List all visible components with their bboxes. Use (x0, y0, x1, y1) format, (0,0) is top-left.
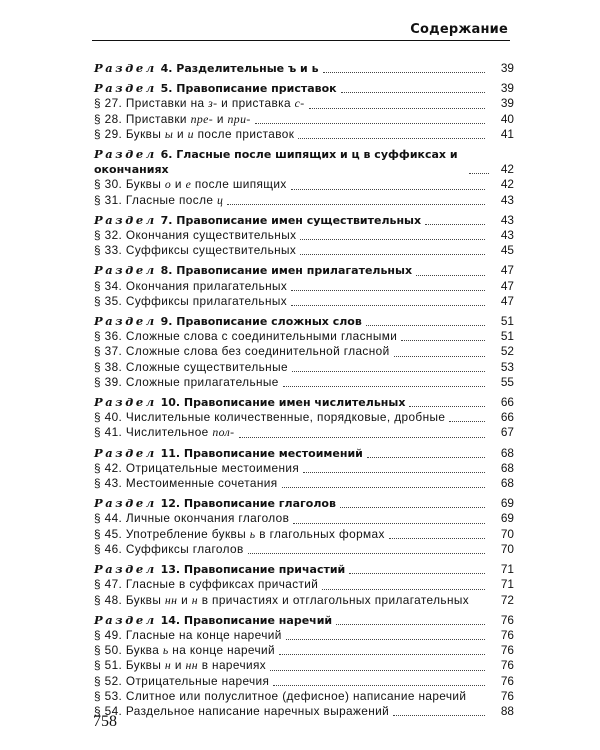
toc-entry-page: 66 (500, 410, 514, 425)
entry-text: § 53. Слитное или полуслитное (дефисное) написание наречий (94, 688, 467, 703)
section-title: 9. Правописание сложных слов (156, 315, 362, 329)
toc-entry-page: 47 (500, 293, 514, 308)
toc-entry (94, 243, 514, 258)
dot-leader (255, 123, 485, 124)
toc-entry (94, 674, 514, 689)
entry-text: § 36. Сложные слова с соединительными гласными (94, 329, 398, 344)
toc-section (94, 147, 514, 208)
dot-leader (394, 356, 485, 357)
section-heading (94, 147, 514, 177)
section-heading-label (94, 147, 465, 177)
toc-entry (94, 344, 514, 359)
section-page: 43 (500, 212, 514, 227)
section-heading (94, 61, 514, 76)
toc-entry-page: 69 (500, 511, 514, 526)
toc-entry-page: 43 (500, 228, 514, 243)
section-page: 47 (500, 263, 514, 278)
section-heading-label (94, 613, 332, 628)
dot-leader (409, 406, 485, 407)
italic-term: ц (217, 192, 224, 207)
italic-term: ь (162, 643, 169, 658)
toc-entry-page: 67 (500, 425, 514, 440)
section-keyword: Раздел (94, 445, 157, 460)
dot-leader (425, 224, 485, 225)
section-title: 11. Правописание местоимений (156, 446, 363, 460)
dot-leader (309, 108, 485, 109)
toc-entry-label (94, 344, 390, 359)
entry-text: § 44. Личные окончания глаголов (94, 511, 290, 526)
section-keyword: Раздел (94, 263, 157, 278)
section-keyword: Раздел (94, 81, 157, 96)
toc-entry-label (94, 360, 288, 375)
dot-leader (298, 138, 485, 139)
toc-entry-page: 68 (500, 460, 514, 475)
italic-term: н (191, 592, 199, 607)
toc-entry-page: 40 (500, 111, 514, 126)
section-page: 51 (500, 314, 514, 329)
entry-text: § 37. Сложные слова без соединительной гласной (94, 344, 390, 359)
entry-text: в глагольных формах (255, 526, 385, 541)
section-page: 39 (500, 61, 514, 75)
entry-text: § 28. Приставки (94, 111, 191, 126)
toc-entry-label (94, 127, 294, 142)
entry-text: § 54. Раздельное написание наречных выражений (94, 703, 390, 718)
toc-entry (94, 593, 514, 608)
dot-leader (273, 685, 485, 686)
italic-term: пре- (190, 111, 214, 126)
toc-entry-label (94, 577, 318, 592)
toc-entry-page: 72 (500, 592, 514, 607)
toc-entry (94, 542, 514, 557)
toc-entry-page: 76 (500, 673, 514, 688)
toc-entry (94, 628, 514, 643)
toc-entry-label (94, 375, 279, 390)
toc-entry (94, 527, 514, 542)
toc-entry-label (94, 243, 296, 258)
toc-entry-page: 51 (500, 329, 514, 344)
section-heading (94, 314, 514, 329)
section-title: 4. Разделительные ъ и ь (156, 62, 319, 75)
toc-section (94, 314, 514, 390)
section-title: 7. Правописание имен существительных (156, 213, 422, 227)
entry-text: в наречиях (198, 658, 267, 673)
toc-entry (94, 425, 514, 440)
toc-entry-page: 76 (500, 658, 514, 673)
toc-entry-page: 88 (500, 703, 514, 718)
toc-entry-label (94, 112, 251, 127)
toc-entry-page: 39 (500, 96, 514, 111)
section-heading (94, 81, 514, 96)
section-page: 71 (500, 562, 514, 577)
toc-entry-page: 42 (500, 177, 514, 192)
toc-entry (94, 476, 514, 491)
entry-text: § 31. Гласные после (94, 192, 217, 207)
toc-entry-label (94, 329, 397, 344)
toc-entry (94, 658, 514, 673)
dot-leader (282, 487, 485, 488)
toc-entry-label (94, 228, 296, 243)
toc-section (94, 613, 514, 719)
toc-section (94, 395, 514, 441)
table-of-contents (94, 61, 514, 724)
section-heading-label (94, 314, 362, 329)
section-heading (94, 395, 514, 410)
section-page: 66 (500, 395, 514, 410)
dot-leader (270, 670, 485, 671)
section-heading-label (94, 446, 363, 461)
section-page: 42 (500, 162, 514, 177)
toc-entry-page: 53 (500, 359, 514, 374)
toc-entry-label (94, 674, 269, 689)
section-heading-label (94, 263, 412, 278)
entry-text: § 32. Окончания существительных (94, 228, 297, 243)
italic-term: с- (294, 96, 305, 111)
toc-entry (94, 228, 514, 243)
dot-leader (227, 204, 485, 205)
section-title: 10. Правописание имен числительных (156, 396, 406, 410)
italic-term: е (185, 177, 192, 192)
section-keyword: Раздел (94, 147, 157, 162)
dot-leader (341, 92, 485, 93)
toc-entry-label (94, 193, 223, 208)
dot-leader (416, 275, 485, 276)
entry-text: в причастиях и отглагольных прилагательных (198, 592, 470, 607)
entry-text: § 29. Буквы (94, 126, 165, 141)
toc-entry (94, 511, 514, 526)
entry-text: и приставка (217, 96, 295, 111)
entry-text: § 39. Сложные прилагательные (94, 374, 279, 389)
toc-entry (94, 294, 514, 309)
toc-entry-label (94, 593, 488, 608)
page-number: 758 (93, 713, 117, 730)
toc-entry-page: 71 (500, 577, 514, 592)
entry-text: § 42. Отрицательные местоимения (94, 460, 300, 475)
toc-entry-page: 52 (500, 344, 514, 359)
entry-text: § 35. Суффиксы прилагательных (94, 293, 288, 308)
section-keyword: Раздел (94, 562, 157, 577)
toc-entry-label (94, 542, 244, 557)
dot-leader (291, 290, 485, 291)
italic-term: и (187, 126, 194, 141)
dot-leader (449, 421, 485, 422)
section-heading (94, 613, 514, 628)
header-rule (92, 40, 510, 41)
section-heading-label (94, 81, 337, 96)
dot-leader (239, 437, 485, 438)
toc-entry-page: 76 (500, 688, 514, 703)
toc-section (94, 213, 514, 259)
dot-leader (322, 589, 485, 590)
dot-leader (349, 573, 485, 574)
toc-entry-page: 70 (500, 526, 514, 541)
toc-entry-label (94, 658, 266, 673)
italic-term: з- (208, 96, 218, 111)
entry-text: § 40. Числительные количественные, порядковые, дробные (94, 410, 446, 425)
toc-entry (94, 329, 514, 344)
entry-text: § 48. Буквы (94, 592, 165, 607)
section-title: 8. Правописание имен прилагательных (156, 264, 413, 278)
entry-text: § 46. Суффиксы глаголов (94, 541, 244, 556)
toc-entry-label (94, 476, 278, 491)
toc-section (94, 263, 514, 309)
section-heading-label (94, 562, 345, 577)
section-heading-label (94, 496, 336, 511)
entry-text: § 47. Гласные в суффиксах причастий (94, 577, 319, 592)
dot-leader (279, 654, 485, 655)
dot-leader (366, 325, 485, 326)
section-title: 14. Правописание наречий (156, 613, 333, 627)
dot-leader (469, 173, 489, 174)
section-heading-label (94, 395, 405, 410)
toc-entry (94, 643, 514, 658)
dot-leader (300, 254, 485, 255)
section-title: 5. Правописание приставок (156, 82, 337, 96)
section-heading (94, 263, 514, 278)
toc-entry-label (94, 689, 488, 704)
toc-entry (94, 689, 514, 704)
toc-entry (94, 577, 514, 592)
entry-text: и (177, 592, 192, 607)
entry-text: на конце наречий (168, 643, 276, 658)
toc-entry-label (94, 294, 287, 309)
entry-text: § 33. Суффиксы существительных (94, 243, 297, 258)
italic-term: ь (249, 526, 256, 541)
italic-term: ы (164, 126, 174, 141)
italic-term: н (164, 658, 172, 673)
toc-section (94, 81, 514, 142)
toc-entry-label (94, 279, 287, 294)
italic-term: при- (227, 111, 251, 126)
dot-leader (283, 386, 485, 387)
dot-leader (286, 639, 485, 640)
dot-leader (336, 624, 485, 625)
section-keyword: Раздел (94, 314, 157, 329)
dot-leader (300, 239, 485, 240)
entry-text: § 49. Гласные на конце наречий (94, 627, 282, 642)
toc-entry-label (94, 643, 275, 658)
toc-entry (94, 360, 514, 375)
toc-entry (94, 375, 514, 390)
entry-text: § 45. Употребление буквы (94, 526, 250, 541)
toc-entry-label (94, 461, 299, 476)
toc-entry-page: 68 (500, 476, 514, 491)
section-keyword: Раздел (94, 61, 157, 75)
italic-term: о (164, 177, 172, 192)
section-title: 12. Правописание глаголов (156, 497, 336, 511)
entry-text: § 30. Буквы (94, 177, 165, 192)
toc-entry (94, 177, 514, 192)
toc-entry-page: 41 (500, 126, 514, 141)
toc-entry-page: 70 (500, 541, 514, 556)
section-title: 6. Гласные после шипящих и ц в суффиксах и окончаниях (94, 148, 458, 177)
section-keyword: Раздел (94, 496, 157, 511)
toc-entry-page: 47 (500, 278, 514, 293)
dot-leader (340, 507, 485, 508)
dot-leader (323, 72, 485, 73)
toc-entry (94, 410, 514, 425)
entry-text: и (173, 126, 188, 141)
section-page: 76 (500, 612, 514, 627)
entry-text: § 27. Приставки на (94, 96, 209, 111)
toc-entry-page: 55 (500, 374, 514, 389)
toc-entry (94, 193, 514, 208)
toc-entry (94, 279, 514, 294)
toc-entry-label (94, 704, 389, 719)
italic-term: нн (164, 592, 178, 607)
toc-entry (94, 704, 514, 719)
entry-text: § 41. Числительное (94, 425, 213, 440)
dot-leader (292, 371, 485, 372)
toc-entry-page: 43 (500, 192, 514, 207)
toc-entry (94, 112, 514, 127)
toc-entry-label (94, 511, 289, 526)
entry-text: после шипящих (191, 177, 287, 192)
entry-text: § 52. Отрицательные наречия (94, 673, 270, 688)
dot-leader (291, 189, 485, 190)
running-header: Содержание (410, 22, 508, 37)
dot-leader (248, 553, 485, 554)
italic-term: нн (185, 658, 199, 673)
dot-leader (291, 305, 485, 306)
entry-text: после приставок (193, 126, 295, 141)
toc-entry-label (94, 425, 235, 440)
dot-leader (389, 538, 485, 539)
section-heading (94, 446, 514, 461)
entry-text: § 43. Местоименные сочетания (94, 476, 278, 491)
section-heading (94, 562, 514, 577)
section-heading (94, 496, 514, 511)
entry-text: и (171, 177, 186, 192)
toc-entry-label (94, 96, 305, 111)
toc-entry (94, 96, 514, 111)
toc-entry-label (94, 628, 282, 643)
section-keyword: Раздел (94, 212, 157, 227)
dot-leader (293, 523, 485, 524)
toc-entry (94, 127, 514, 142)
entry-text: и (171, 658, 186, 673)
toc-entry-label (94, 177, 287, 192)
toc-section (94, 562, 514, 608)
toc-entry (94, 461, 514, 476)
toc-entry-label (94, 527, 385, 542)
dot-leader (367, 457, 485, 458)
section-page: 39 (500, 81, 514, 96)
entry-text: и (213, 111, 228, 126)
section-heading-label (94, 213, 421, 228)
section-heading-label (94, 61, 319, 76)
toc-entry-page: 76 (500, 627, 514, 642)
section-keyword: Раздел (94, 395, 157, 410)
toc-section (94, 446, 514, 492)
dot-leader (393, 715, 485, 716)
dot-leader (303, 472, 485, 473)
italic-term: пол- (212, 425, 235, 440)
section-page: 68 (500, 445, 514, 460)
entry-text: § 38. Сложные существительные (94, 359, 288, 374)
entry-text: § 34. Окончания прилагательных (94, 278, 288, 293)
section-keyword: Раздел (94, 612, 157, 627)
toc-entry-page: 45 (500, 243, 514, 258)
section-page: 69 (500, 496, 514, 511)
dot-leader (401, 340, 485, 341)
toc-section (94, 496, 514, 557)
toc-section (94, 61, 514, 76)
section-heading (94, 213, 514, 228)
entry-text: § 51. Буквы (94, 658, 165, 673)
section-title: 13. Правописание причастий (156, 563, 346, 577)
entry-text: § 50. Буква (94, 643, 163, 658)
toc-entry-page: 76 (500, 643, 514, 658)
toc-entry-label (94, 410, 445, 425)
